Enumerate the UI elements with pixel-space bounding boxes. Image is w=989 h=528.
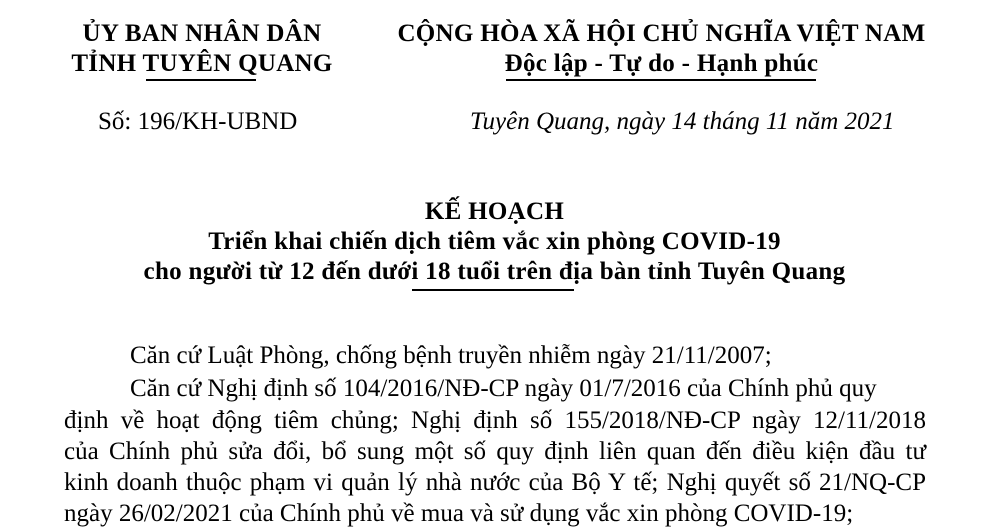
document-number: Số: 196/KH-UBND	[98, 108, 298, 135]
legal-basis-2-line4: kinh doanh thuộc phạm vi quản lý nhà nước của Bộ Y tế; Nghị quyết số 21/NQ-CP	[64, 469, 926, 496]
agency-name-line1: ỦY BAN NHÂN DÂN	[82, 20, 322, 47]
document-subject-line2: cho người từ 12 đến dưới 18 tuổi trên địa bàn tỉnh Tuyên Quang	[143, 258, 846, 285]
title-underline	[412, 289, 574, 291]
national-motto: Độc lập - Tự do - Hạnh phúc	[504, 50, 819, 77]
legal-basis-2-line1: Căn cứ Nghị định số 104/2016/NĐ-CP ngày 01/7/2016 của Chính phủ quy	[130, 375, 877, 402]
legal-basis-2-line2: định về hoạt động tiêm chủng; Nghị định số 155/2018/NĐ-CP ngày 12/11/2018	[64, 407, 926, 434]
legal-basis-1: Căn cứ Luật Phòng, chống bệnh truyền nhiễm ngày 21/11/2007;	[130, 342, 772, 369]
agency-underline	[146, 79, 256, 81]
legal-basis-2-line5: ngày 26/02/2021 của Chính phủ về mua và sử dụng vắc xin phòng COVID-19;	[64, 500, 854, 527]
agency-name-line2: TỈNH TUYÊN QUANG	[71, 50, 333, 77]
place-and-date: Tuyên Quang, ngày 14 tháng 11 năm 2021	[470, 108, 895, 135]
document-type-title: KẾ HOẠCH	[424, 198, 565, 225]
document-subject-line1: Triển khai chiến dịch tiêm vắc xin phòng COVID-19	[208, 228, 781, 255]
motto-underline	[506, 79, 816, 81]
legal-basis-2-line3: của Chính phủ sửa đổi, bổ sung một số quy định liên quan đến điều kiện đầu tư	[64, 438, 926, 465]
country-name: CỘNG HÒA XÃ HỘI CHỦ NGHĨA VIỆT NAM	[397, 20, 926, 47]
